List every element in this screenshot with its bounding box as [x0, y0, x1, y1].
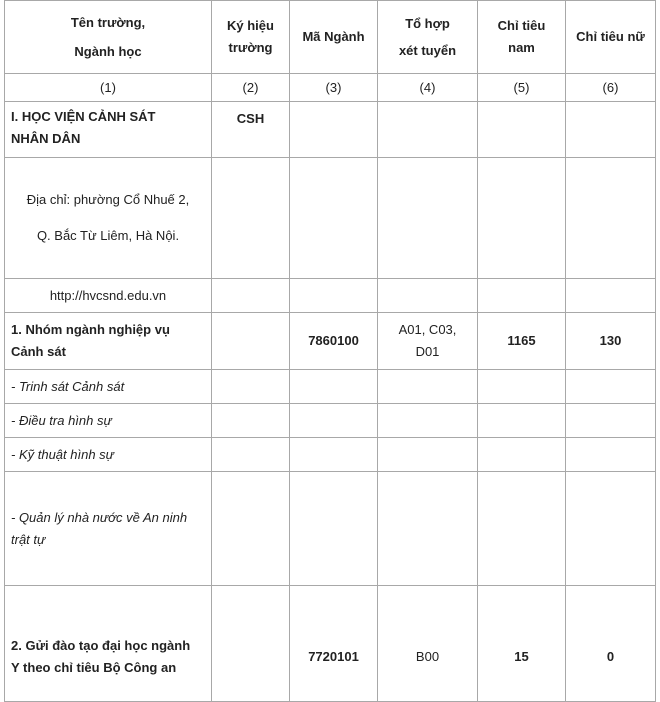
- school-address: Địa chỉ: phường Cổ Nhuế 2, Q. Bắc Từ Liêm, Hà Nội.: [5, 158, 212, 279]
- group2-name: 2. Gửi đào tạo đại học ngành Y theo chỉ tiêu Bộ Công an: [5, 586, 212, 702]
- sub-major: - Quản lý nhà nước về An ninh trật tự: [5, 472, 212, 586]
- group1-row: [5, 313, 656, 370]
- group1-name: 1. Nhóm ngành nghiệp vụ Cảnh sát: [5, 313, 212, 370]
- sub-major: - Trinh sát Cảnh sát: [5, 370, 212, 404]
- column-number: (1): [5, 74, 212, 102]
- sub-major-row: [5, 438, 656, 472]
- school-code: CSH: [212, 102, 290, 158]
- group2-male-quota: 15: [478, 586, 566, 702]
- group1-combinations: A01, C03, D01: [378, 313, 478, 370]
- group1-major-code: 7860100: [290, 313, 378, 370]
- address-row: [5, 158, 656, 279]
- column-number: (5): [478, 74, 566, 102]
- header-male-quota: Chỉ tiêu nam: [478, 1, 566, 74]
- school-website: http://hvcsnd.edu.vn: [5, 279, 212, 313]
- header-school-major: Tên trường, Ngành học: [5, 1, 212, 74]
- school-name: I. HỌC VIỆN CẢNH SÁT NHÂN DÂN: [5, 102, 212, 158]
- sub-major-row: [5, 404, 656, 438]
- group1-female-quota: 130: [566, 313, 656, 370]
- sub-major-row: [5, 472, 656, 586]
- group2-row: [5, 586, 656, 702]
- header-female-quota: Chỉ tiêu nữ: [566, 1, 656, 74]
- column-number: (2): [212, 74, 290, 102]
- school-row: [5, 102, 656, 158]
- group1-male-quota: 1165: [478, 313, 566, 370]
- header-school-code: Ký hiệu trường: [212, 1, 290, 74]
- sub-major: - Điều tra hình sự: [5, 404, 212, 438]
- sub-major: - Kỹ thuật hình sự: [5, 438, 212, 472]
- column-number: (4): [378, 74, 478, 102]
- column-number: (3): [290, 74, 378, 102]
- group2-female-quota: 0: [566, 586, 656, 702]
- group2-combinations: B00: [378, 586, 478, 702]
- website-row: [5, 279, 656, 313]
- sub-major-row: [5, 370, 656, 404]
- header-row: [5, 1, 656, 74]
- column-number: (6): [566, 74, 656, 102]
- header-combination: Tổ hợp xét tuyển: [378, 1, 478, 74]
- header-major-code: Mã Ngành: [290, 1, 378, 74]
- admissions-table: [4, 0, 656, 702]
- group2-major-code: 7720101: [290, 586, 378, 702]
- column-number-row: [5, 74, 656, 102]
